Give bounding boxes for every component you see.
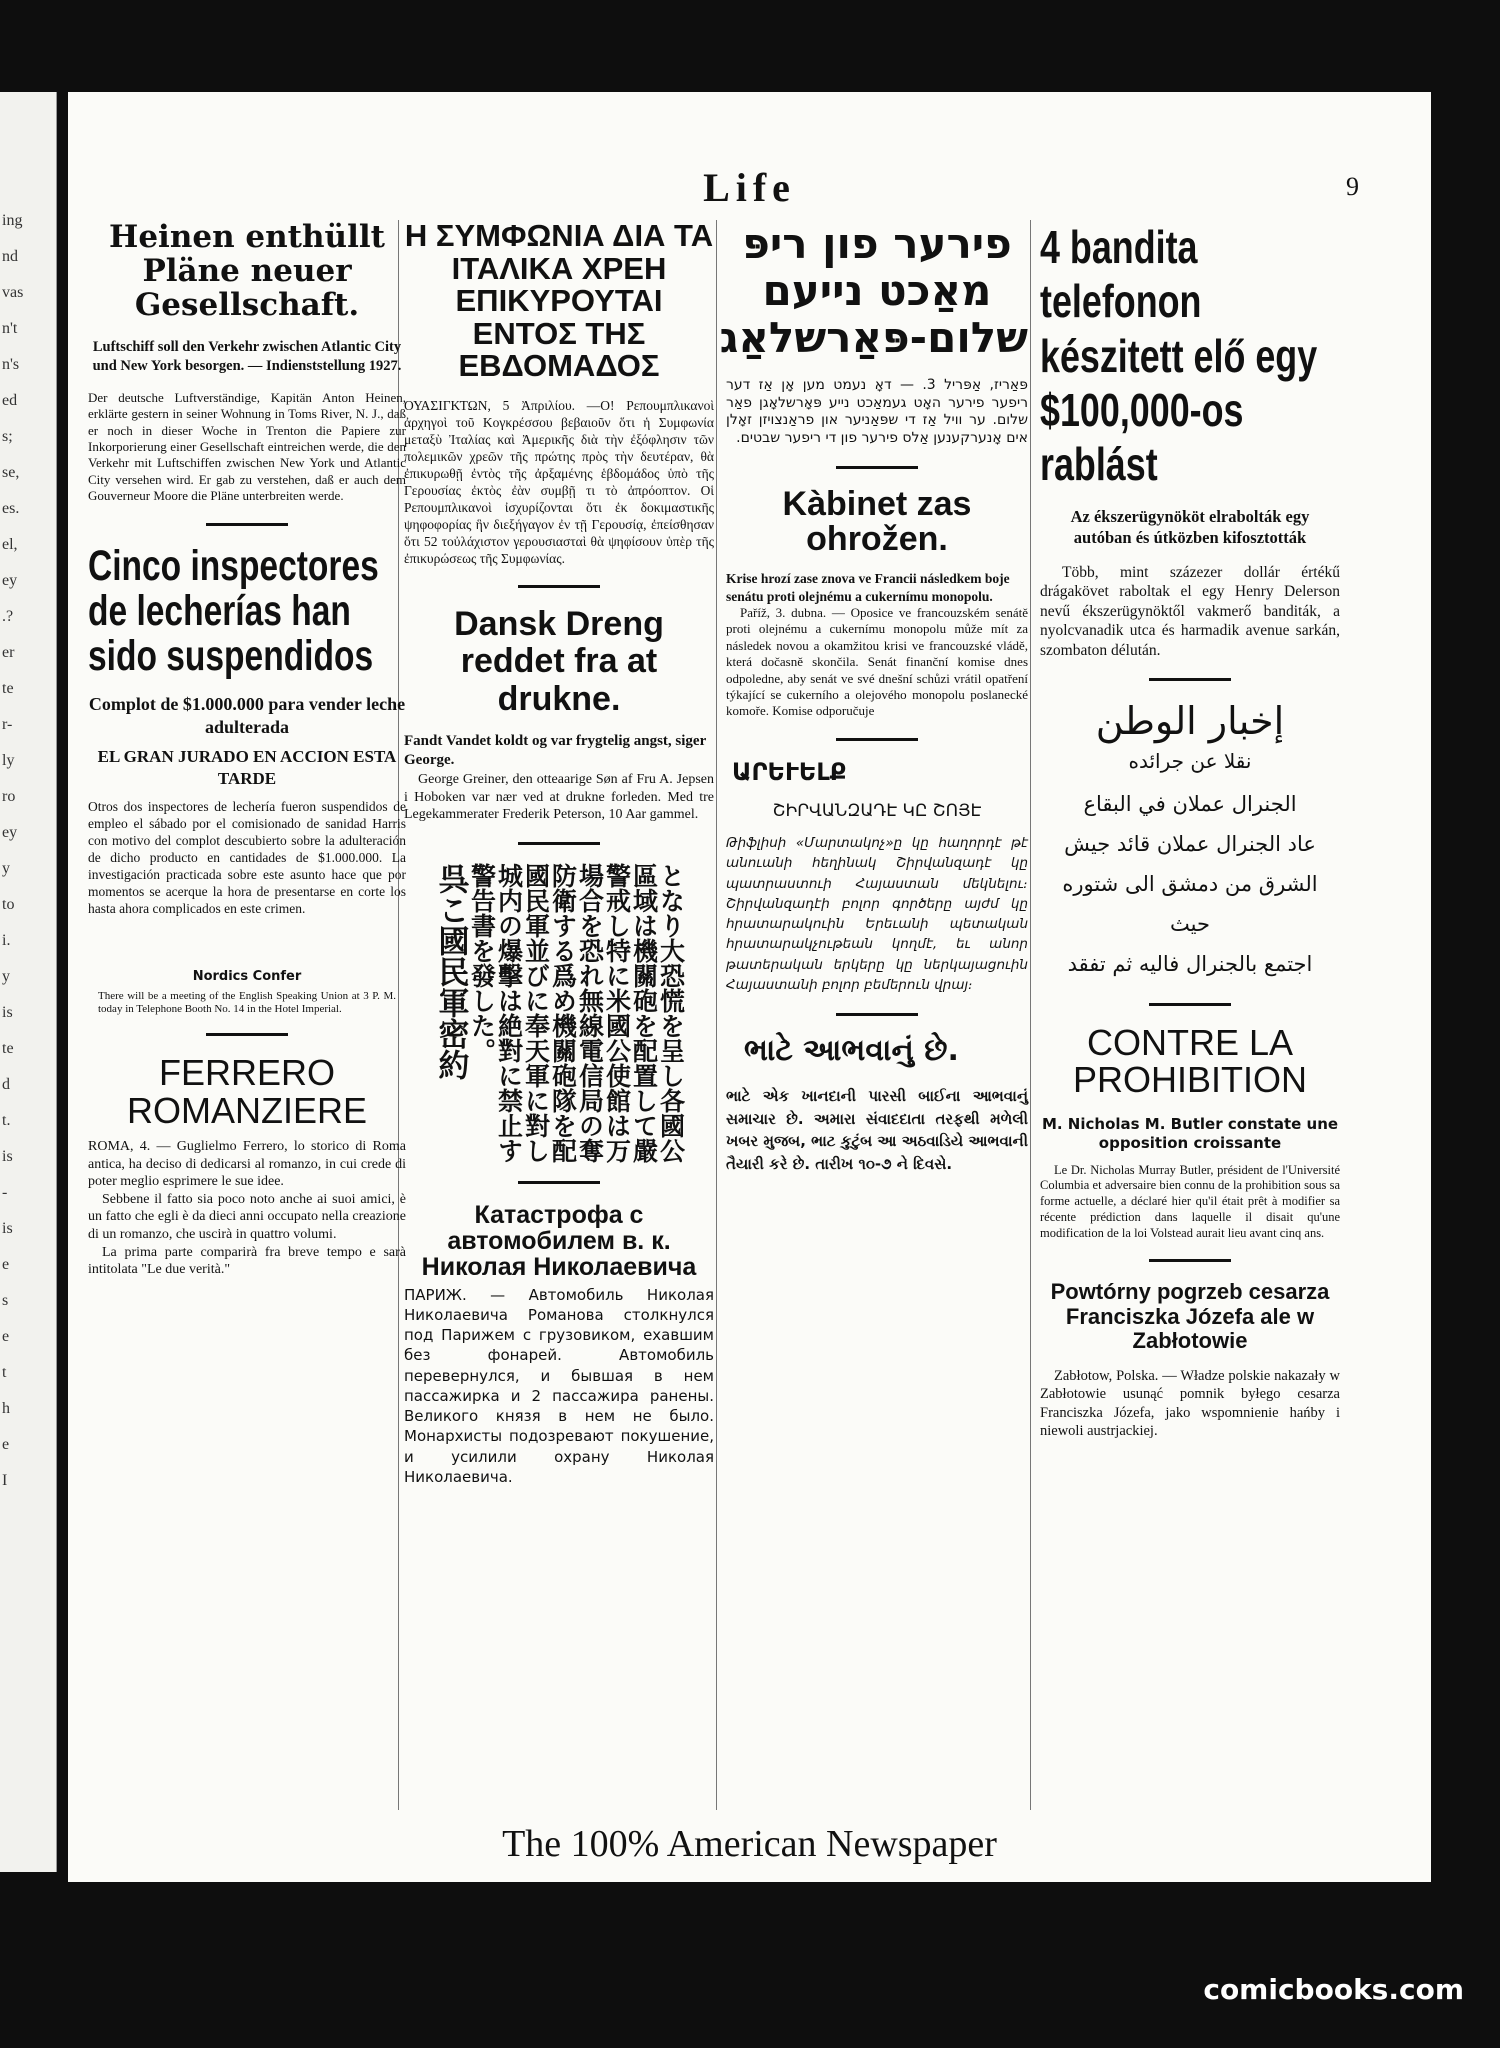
- adjacent-page-fragment: t: [2, 1364, 7, 1381]
- arabic-body: [1040, 785, 1340, 984]
- italian-body-1: ROMA, 4. — Guglielmo Ferrero, lo storico di Roma antica, ha deciso di dedicarsi al romanzo, in cui crede di poter meglio esprimere le sue idee.: [88, 1138, 406, 1190]
- japanese-column: 區域は機關砲を配置して嚴: [629, 862, 657, 1163]
- divider: [836, 738, 918, 741]
- polish-body: Zabłotow, Polska. — Władze polskie nakazały w Zabłotowie usunąć pomnik byłego cesarza Franciszka Józefa, jako wspomnienie hańby i niewoli austrjackiej.: [1040, 1368, 1340, 1439]
- adjacent-page-fragment: d: [2, 1076, 10, 1093]
- adjacent-page-fragment: ing: [2, 212, 23, 229]
- adjacent-page-fragment: te: [2, 1040, 14, 1057]
- hungarian-headline: 4 bandita telefonon készitett elő egy $100,000-os rablást: [1040, 221, 1318, 491]
- divider: [206, 523, 288, 526]
- divider: [836, 466, 918, 469]
- watermark: comicbooks.com: [1203, 1973, 1464, 2006]
- divider: [1149, 1259, 1231, 1262]
- spanish-dek: Complot de $1.000.000 para vender leche adulterada: [88, 694, 406, 737]
- czech-body: Paříž, 3. dubna. — Oposice ve francouzském senátě proti olejnému a cukernímu monopolu může mít za následek novou a okamžitou krisi ve francouzské vládě, která dočasně skončila. Senát finanční komise dnes odpoledne, aby senát ve své dnešní schůzi vrátil opatření týkající se cukerního a olejového monopolu poslanecké komoře. Komise odporučuje: [726, 605, 1028, 719]
- column-2: [404, 220, 714, 1487]
- adjacent-page-fragment: h: [2, 1400, 10, 1417]
- adjacent-page-fragment: e: [2, 1436, 10, 1453]
- greek-headline: Η ΣΥΜΦΩΝΙΑ ΔΙΑ ΤΑ ΙΤΑΛΙΚΑ ΧΡΕΗ ΕΠΙΚΥΡΟΥΤΑΙ ΕΝΤΟΣ ΤΗΣ ΕΒΔΟΜΑΔΟΣ: [404, 218, 714, 384]
- adjacent-page-fragment: n't: [2, 320, 18, 337]
- adjacent-page-fragment: e: [2, 1256, 10, 1273]
- adjacent-page-fragment: er: [2, 644, 15, 661]
- adjacent-page-fragment: e: [2, 1328, 10, 1345]
- yiddish-headline: פירער פון ריפּ מאַכט נייעם שלום-פּאַרשלאַג: [719, 219, 1028, 363]
- nordics-headline: Nordics Confer: [192, 969, 302, 985]
- adjacent-page-fragment: s: [2, 1292, 9, 1309]
- spanish-body: Otros dos inspectores de lechería fueron suspendidos de empleo el sábado por el comisionado de sanidad Harris con motivo del complot descubierto sobre la adulteración de dicho producto en cantidades de $1.000.000. La investigación practicada sobre este asunto hace que por momentos se acerque la hora de presentarse en corte los hasta ahora complicados en este crimen.: [88, 799, 406, 917]
- danish-dek: Fandt Vandet koldt og var frygtelig angst, siger George.: [404, 732, 706, 769]
- czech-headline: Kàbinet zas ohrožen.: [782, 484, 972, 559]
- adjacent-page-fragment: y: [2, 860, 10, 877]
- arabic-subhead: نقلا عن جرائده: [1128, 749, 1252, 774]
- japanese-column: となり大恐慌を呈し各國公: [656, 862, 684, 1163]
- adjacent-page-fragment: ey: [2, 572, 18, 589]
- adjacent-page-fragment: is: [2, 1004, 13, 1021]
- russian-body: ПАРИЖ. — Автомобиль Николая Николаевича Романова столкнулся под Парижем с грузовиком, ехавшим без фонарей. Автомобиль перевернулся, и бывшая в нем пассажирка и 2 пассажира ранены. Великого князя в нем не было. Монархисты подозревают покушение, и усилили охрану Николая Николаевича.: [404, 1285, 714, 1486]
- divider: [836, 1013, 918, 1016]
- gujarati-body: ભાટે એક ખાનદાની પારસી બાઈના આભવાનું સમાચાર છે. અમારા સંવાદદાતા તરફથી મળેલી ખબર મુજબ, ભાટ કુટુંબ આ અઠવાડિયે આભવાની તૈયારી કરે છે. તારીખ ૧૦-૭ ને દિવસે.: [726, 1087, 1028, 1173]
- adjacent-page-fragment: ey: [2, 824, 18, 841]
- adjacent-page-fragment: s;: [2, 428, 13, 445]
- arabic-line: عاد الجنرال عملان قائد جيش: [1064, 832, 1316, 857]
- column-3: [719, 219, 1028, 1175]
- adjacent-page-fragment: y: [2, 968, 10, 985]
- spanish-headline: Cinco inspectores de lecherías han sido suspendidos: [88, 541, 379, 680]
- polish-headline: Powtórny pogrzeb cesarza Franciszka Józefa ale w Zabłotowie: [1050, 1279, 1330, 1353]
- adjacent-page-fragment: is: [2, 1220, 13, 1237]
- newspaper-page: [68, 92, 1431, 1882]
- adjacent-page-fragment: nd: [2, 248, 18, 265]
- adjacent-page-fragment: to: [2, 896, 15, 913]
- italian-body-3: La prima parte comparirà fra breve tempo e sarà intitolata "Le due verità.": [88, 1244, 406, 1278]
- french-body: Le Dr. Nicholas Murray Butler, président de l'Université Columbia et adversaire bien connu de la prohibition sous sa forme actuelle, a déclaré hier qu'il était prêt à modifier sa récente prédiction dans laquelle il disait qu'une modification de la loi Volstead aurait lieu avant cinq ans.: [1040, 1162, 1340, 1240]
- footer-slogan: The 100% American Newspaper: [502, 1823, 997, 1865]
- divider: [518, 585, 600, 588]
- french-headline: CONTRE LA PROHIBITION: [1072, 1021, 1308, 1101]
- japanese-column: 城内の爆擊は絶對に禁止す: [494, 862, 522, 1163]
- adjacent-page-fragment: .?: [2, 608, 14, 625]
- column-rule: [716, 220, 717, 1810]
- japanese-headline: 呉こ國民軍密約: [433, 862, 469, 1080]
- german-body: Der deutsche Luftverständige, Kapitän Anton Heinen, erklärte gestern in seiner Wohnung in Toms River, N. J., daß er noch in dieser Woche in Trenton die Papiere zur Inkorporierung einer Gesellschaft eintreichen werde, die den Verkehr mit Luftschiffen zwischen New York und Atlantic City versehen wird. Er gab zu verstehen, daß er auch dem Gouverneur Moore die Pläne unterbreiten werde.: [88, 389, 406, 504]
- page-number: 9: [1346, 172, 1359, 201]
- italian-body-2: Sebbene il fatto sia poco noto anche ai suoi amici, è un fatto che egli è da dieci anni occupato nella creazione di un romanzo, che uscirà in quattro volumi.: [88, 1191, 406, 1243]
- hungarian-body: Több, mint százezer dollár értékű drágakövet raboltak el egy Henry Delerson nevű ékszerügynöktől vakmerő banditák, a nyolcvanadik utca és harmadik avenue sarkán, szombaton délután.: [1040, 563, 1340, 659]
- german-subhead: Luftschiff soll den Verkehr zwischen Atlantic City und New York besorgen. — Indienststellung 1927.: [92, 339, 402, 375]
- german-headline: Heinen enthüllt Pläne neuer Gesellschaft.: [109, 219, 385, 324]
- adjacent-page-fragment: es.: [2, 500, 20, 517]
- adjacent-page-fragment: is: [2, 1148, 13, 1165]
- gujarati-headline: ભાટે આભવાનું છે.: [744, 1033, 959, 1069]
- adjacent-page-fragment: n's: [2, 356, 20, 373]
- russian-headline: Катастрофа с автомобилем в. к. Николая Николаевича: [421, 1200, 697, 1282]
- column-rule: [1030, 220, 1031, 1810]
- arabic-headline: إخبار الوطن: [1095, 699, 1285, 744]
- column-1: [88, 220, 406, 1279]
- adjacent-page-fragment: i.: [2, 932, 11, 949]
- arabic-line: الجنرال عملان في البقاع: [1083, 792, 1297, 817]
- adjacent-page-edge: [0, 92, 57, 1872]
- adjacent-page-fragment: I: [2, 1472, 8, 1489]
- adjacent-page-fragment: -: [2, 1184, 8, 1201]
- adjacent-page-fragment: vas: [2, 284, 24, 301]
- japanese-column: 防衛する爲め機關砲隊を配: [548, 862, 576, 1163]
- italian-headline: FERRERO ROMANZIERE: [126, 1052, 367, 1132]
- yiddish-body: פּאַריז, אַפּריל 3. — דאָ נעמט מען אָן אַז דער ריפער פירער האָט געמאַכט נייע פּאָרשלאָגן פאַר שלום. ער וויל אַז די שפּאַניער און פראַנצויזן זאָלן אים אָנערקענען אַלס פירער פון די ריפער שבטים.: [726, 377, 1028, 446]
- armenian-body: Թիֆլիսի «Մարտակոչ»ը կը հաղորդէ թէ անուանի հեղինակ Շիրվանզադէ կը պատրաստուի Հայաստան մեկնելու։ Շիրվանզադէի բոլոր գործերը այժմ կը հրատարակուին Երեւանի պետական հրատարակչութեան կողմէ, եւ անոր թատերական երկերը կը ներկայացուին Հայաստանի բոլոր բեմերուն վրայ։: [726, 835, 1028, 993]
- armenian-headline: ԱՐԵՒԵԼՔ: [732, 757, 847, 786]
- arabic-line: اجتمع بالجنرال فاليه ثم تفقد: [1067, 951, 1313, 976]
- adjacent-page-fragment: t.: [2, 1112, 11, 1129]
- adjacent-page-fragment: ro: [2, 788, 16, 805]
- adjacent-page-fragment: te: [2, 680, 14, 697]
- nordics-body: There will be a meeting of the English Speaking Union at 3 P. M. today in Telephone Booth No. 14 in the Hotel Imperial.: [98, 990, 396, 1015]
- arabic-line: الشرق من دمشق الى شتوره حيث: [1062, 871, 1318, 936]
- divider: [206, 1033, 288, 1036]
- japanese-column: 警戒し特に米國公使館は万: [602, 862, 630, 1163]
- column-4: [1040, 220, 1340, 1440]
- adjacent-page-fragment: el,: [2, 536, 18, 553]
- masthead: Life: [703, 165, 796, 210]
- spanish-subhead: EL GRAN JURADO EN ACCION ESTA TARDE: [97, 747, 397, 789]
- japanese-column: 警告書を發した。: [467, 862, 495, 1063]
- adjacent-page-fragment: se,: [2, 464, 20, 481]
- danish-body: George Greiner, den otteaarige Søn af Fru A. Jepsen i Hoboken var nær ved at drukne forleden. Med tre Legekammerater Frederik Peterson, 10 Aar gammel.: [404, 771, 714, 823]
- divider: [1149, 1003, 1231, 1006]
- adjacent-page-fragment: r-: [2, 716, 13, 733]
- armenian-subhead: ՇԻՐՎԱՆԶԱԴԷ ԿԸ ՇՈՅԷ: [772, 801, 982, 822]
- adjacent-page-fragment: ly: [2, 752, 15, 769]
- divider: [518, 842, 600, 845]
- adjacent-page-fragment: ed: [2, 392, 18, 409]
- danish-headline: Dansk Dreng reddet fra at drukne.: [454, 604, 664, 718]
- japanese-article: [404, 863, 714, 1163]
- divider: [1149, 678, 1231, 681]
- czech-dek: Krise hrozí zase znova ve Francii následkem boje senátu proti olejnému a cukernímu monopolu.: [726, 570, 1010, 604]
- japanese-column: 國民軍並びに奉天軍に對し: [521, 862, 549, 1163]
- greek-body: ΟΥΑΣΙΓΚΤΩΝ, 5 Ἀπριλίου. —Ο! Ρεπουμπλικανοὶ ἀρχηγοὶ τοῦ Κογκρέσσου βεβαιοῦν ὅτι ἡ Συμφωνία μεταξὺ Ἰταλίας καὶ Ἀμερικῆς διὰ τὴν ἐξόφλησιν τῶν πολεμικῶν χρεῶν τῆς πρώτης πρὸς τὴν δευτέραν, θὰ ἐπικυρωθῇ ἐντὸς τῆς ἀρξαμένης ἑβδομάδος ὑπὸ τῆς Γερουσίας ἐκτὸς ἐὰν συμβῇ τι τὸ ἀπρόοπτον. Οἱ Ρεπουμπλικανοὶ ἰσχυρίζονται ὅτι ἐκ δοκιμαστικῆς ψηφοφορίας ἣν διεξήγαγον ἐν τῇ Γερουσίᾳ, ἐπείσθησαν ὅτι 52 τοὐλάχιστον γερουσιασταὶ θὰ ψηφίσουν ὑπὲρ τῆς ἐπικυρώσεως τῆς Συμφωνίας.: [404, 397, 714, 566]
- japanese-column: 場合を恐れ無線電信局の奪: [575, 862, 603, 1163]
- divider: [518, 1181, 600, 1184]
- hungarian-dek: Az ékszerügynököt elrabolták egy autóban és útközben kifosztották: [1070, 507, 1310, 547]
- french-dek: M. Nicholas M. Butler constate une opposition croissante: [1041, 1115, 1339, 1152]
